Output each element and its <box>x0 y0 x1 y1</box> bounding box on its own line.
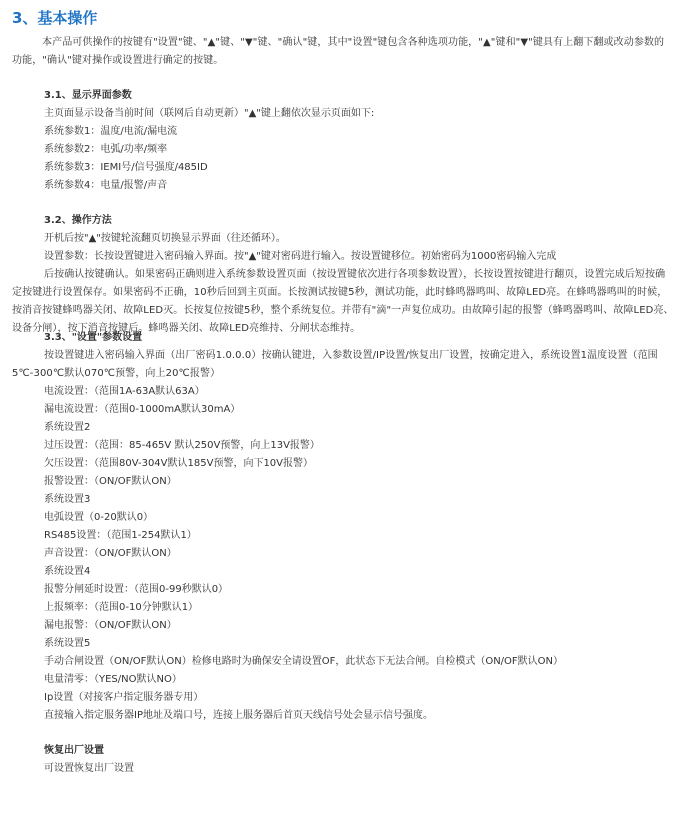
s33-line: RS485设置：（范围1-254默认1） <box>44 530 197 541</box>
s33-line: 漏电报警：（ON/OF默认ON） <box>44 620 177 631</box>
s33-line: 报警分闸延时设置：（范围0-99秒默认0） <box>44 584 229 595</box>
s33-line: 欠压设置：（范围80V-304V默认185V预警，向下10V报警） <box>44 458 314 469</box>
s33-line: 系统设置2 <box>44 422 91 433</box>
s33-line: 手动合闸设置（ON/OF默认ON）检修电路时为确保安全请设置OF，此状态下无法合闸。自检模式（ON/OF默认ON） <box>44 656 564 667</box>
subsection-3-2-title: 3.2、操作方法 <box>44 215 112 226</box>
s33-line: 系统设置4 <box>44 566 91 577</box>
s33-line: 报警设置：（ON/OF默认ON） <box>44 476 177 487</box>
restore-line: 可设置恢复出厂设置 <box>44 763 134 774</box>
s31-line-2: 系统参数1：温度/电流/漏电流 <box>44 126 178 137</box>
s33-line: 上报频率：（范围0-10分钟默认1） <box>44 602 199 613</box>
s33-line: 系统设置3 <box>44 494 91 505</box>
s33-line: 声音设置：（ON/OF默认ON） <box>44 548 177 559</box>
subsection-3-1-title: 3.1、显示界面参数 <box>44 90 132 101</box>
s33-line: 系统设置5 <box>44 638 91 649</box>
s31-line-4: 系统参数3：IEMI号/信号强度/485ID <box>44 162 208 173</box>
s33-line: 电量清零：（YES/NO默认NO） <box>44 674 182 685</box>
s33-line: Ip设置（对接客户指定服务器专用） <box>44 692 204 703</box>
s33-line: 电流设置：（范围1A-63A默认63A） <box>44 386 205 397</box>
intro-paragraph: 本产品可供操作的按键有"设置"键、"▲"键、"▼"键、"确认"键，其中"设置"键包含各种选项功能，"▲"键和"▼"键具有上翻下翻或改动参数的功能，"确认"键对操作或设置进行确定的按键。 <box>12 37 665 66</box>
s33-line: 过压设置：（范围：85-465V 默认250V预警，向上13V报警） <box>44 440 320 451</box>
s32-line-2: 设置参数：长按设置键进入密码输入界面。按"▲"键对密码进行输入。按设置键移位。初始密码为1000密码输入完成 <box>44 251 557 262</box>
subsection-3-3-title: 3.3、"设置"参数设置 <box>44 332 143 343</box>
s32-line-1: 开机后按"▲"按键轮流翻页切换显示界面（往还循环）。 <box>44 233 286 244</box>
s31-line-5: 系统参数4：电量/报警/声音 <box>44 180 168 191</box>
section-heading: 3、基本操作 <box>12 9 98 27</box>
s33-line: 漏电流设置：（范围0-1000mA默认30mA） <box>44 404 241 415</box>
s32-paragraph: 后按确认按键确认。如果密码正确则进入系统参数设置页面（按设置键依次进行各项参数设置），长按设置按键进行翻页，设置完成后短按确定按键进行设置保存。如果密码不正确，10秒后回到主页面。长按测试按键5秒，测试功能，此时蜂鸣器鸣叫、故障LED亮。在蜂鸣器鸣叫的时候，按消音按键蜂鸣器关闭、故障LED灭。长按复位按键5秒，整个系统复位。并带有"滴"一声复位成功。由故障引起的报警（蜂鸣器鸣叫、故障LED亮、设备分闸），按下消音按键后。蜂鸣器关闭、故障LED亮维持、分闸状态维持。 <box>12 269 674 334</box>
s33-line: 直接输入指定服务器IP地址及端口号，连接上服务器后首页天线信号处会显示信号强度。 <box>44 710 433 721</box>
s33-paragraph: 按设置键进入密码输入界面（出厂密码1.0.0.0）按确认键进，入参数设置/IP设置/恢复出厂设置，按确定进入，系统设置1温度设置（范围5℃-300℃默认070℃预警，向上20℃报警） <box>12 350 658 379</box>
s31-line-3: 系统参数2：电弧/功率/频率 <box>44 144 168 155</box>
s31-line-1: 主页面显示设备当前时间（联网后自动更新）"▲"键上翻依次显示页面如下: <box>44 108 375 119</box>
restore-title: 恢复出厂设置 <box>44 745 104 756</box>
s33-line: 电弧设置（0-20默认0） <box>44 512 154 523</box>
